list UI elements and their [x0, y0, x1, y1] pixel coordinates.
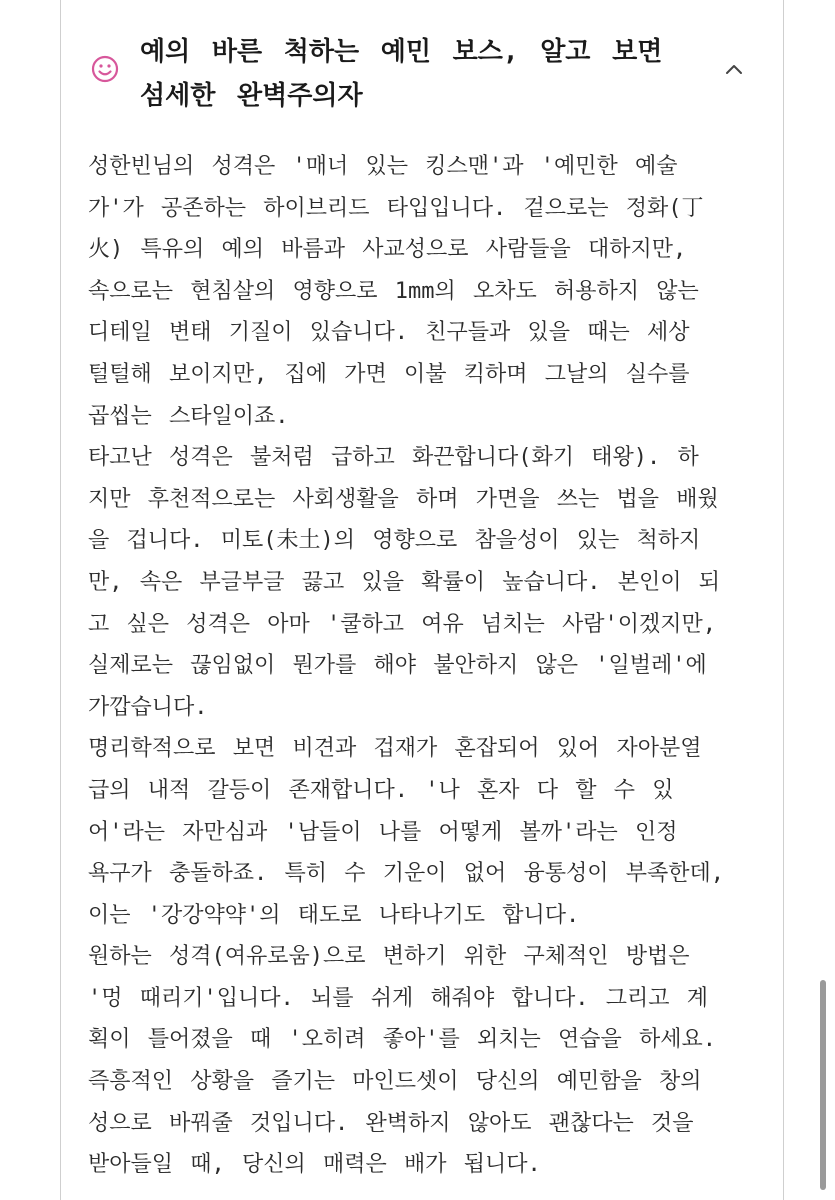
card-left-border — [60, 0, 61, 1200]
body-line: 급의 내적 갈등이 존재합니다. '나 혼자 다 할 수 있 — [88, 777, 674, 803]
card-right-border — [783, 0, 784, 1200]
body-line: 명리학적으로 보면 비견과 겁재가 혼잡되어 있어 자아분열 — [88, 736, 702, 762]
body-line: 성으로 바꿔줄 것입니다. 완벽하지 않아도 괜찮다는 것을 — [88, 1110, 694, 1136]
section-title-line-1: 예의 바른 척하는 예민 보스, 알고 보면 — [140, 37, 663, 67]
body-line: 받아들일 때, 당신의 매력은 배가 됩니다. — [88, 1152, 541, 1178]
body-line: 어'라는 자만심과 '남들이 나를 어떻게 볼까'라는 인정 — [88, 819, 678, 845]
section-title — [140, 30, 700, 118]
body-line: 즉흥적인 상황을 즐기는 마인드셋이 당신의 예민함을 창의 — [88, 1069, 702, 1095]
body-line: 곱씹는 스타일이죠. — [88, 403, 289, 429]
body-line: 타고난 성격은 불처럼 급하고 화끈합니다(화기 태왕). 하 — [88, 445, 699, 471]
body-line: '멍 때리기'입니다. 뇌를 쉬게 해줘야 합니다. 그리고 계 — [88, 985, 708, 1011]
body-line: 디테일 변태 기질이 있습니다. 친구들과 있을 때는 세상 — [88, 320, 690, 346]
body-line: 고 싶은 성격은 아마 '쿨하고 여유 넘치는 사람'이겠지만, — [88, 611, 716, 637]
body-line: 성한빈님의 성격은 '매너 있는 킹스맨'과 '예민한 예술 — [88, 154, 678, 179]
section-body — [88, 146, 768, 1186]
body-line: 만, 속은 부글부글 끓고 있을 확률이 높습니다. 본인이 되 — [88, 569, 720, 595]
body-line: 욕구가 충돌하죠. 특히 수 기운이 없어 융통성이 부족한데, — [88, 861, 725, 887]
section-title-line-2: 섬세한 완벽주의자 — [140, 81, 363, 111]
body-line: 실제로는 끊임없이 뭔가를 해야 불안하지 않은 '일벌레'에 — [88, 653, 707, 679]
body-line: 획이 틀어졌을 때 '오히려 좋아'를 외치는 연습을 하세요. — [88, 1027, 716, 1053]
body-line: 이는 '강강약약'의 태도로 나타나기도 합니다. — [88, 902, 580, 928]
scrollbar-thumb[interactable] — [820, 980, 826, 1190]
chevron-up-icon[interactable] — [722, 60, 746, 78]
body-line: 털털해 보이지만, 집에 가면 이불 킥하며 그날의 실수를 — [88, 361, 690, 387]
body-line: 火) 특유의 예의 바름과 사교성으로 사람들을 대하지만, — [88, 237, 687, 263]
body-line: 속으로는 현침살의 영향으로 1mm의 오차도 허용하지 않는 — [88, 278, 699, 304]
body-line: 지만 후천적으로는 사회생활을 하며 가면을 쓰는 법을 배웠 — [88, 486, 719, 512]
body-line: 을 겁니다. 미토(未土)의 영향으로 참을성이 있는 척하지 — [88, 528, 701, 554]
body-line: 원하는 성격(여유로움)으로 변하기 위한 구체적인 방법은 — [88, 944, 690, 970]
body-line: 가깝습니다. — [88, 694, 208, 720]
body-line: 가'가 공존하는 하이브리드 타입입니다. 겉으로는 정화(丁 — [88, 195, 704, 221]
smile-icon — [90, 54, 120, 84]
